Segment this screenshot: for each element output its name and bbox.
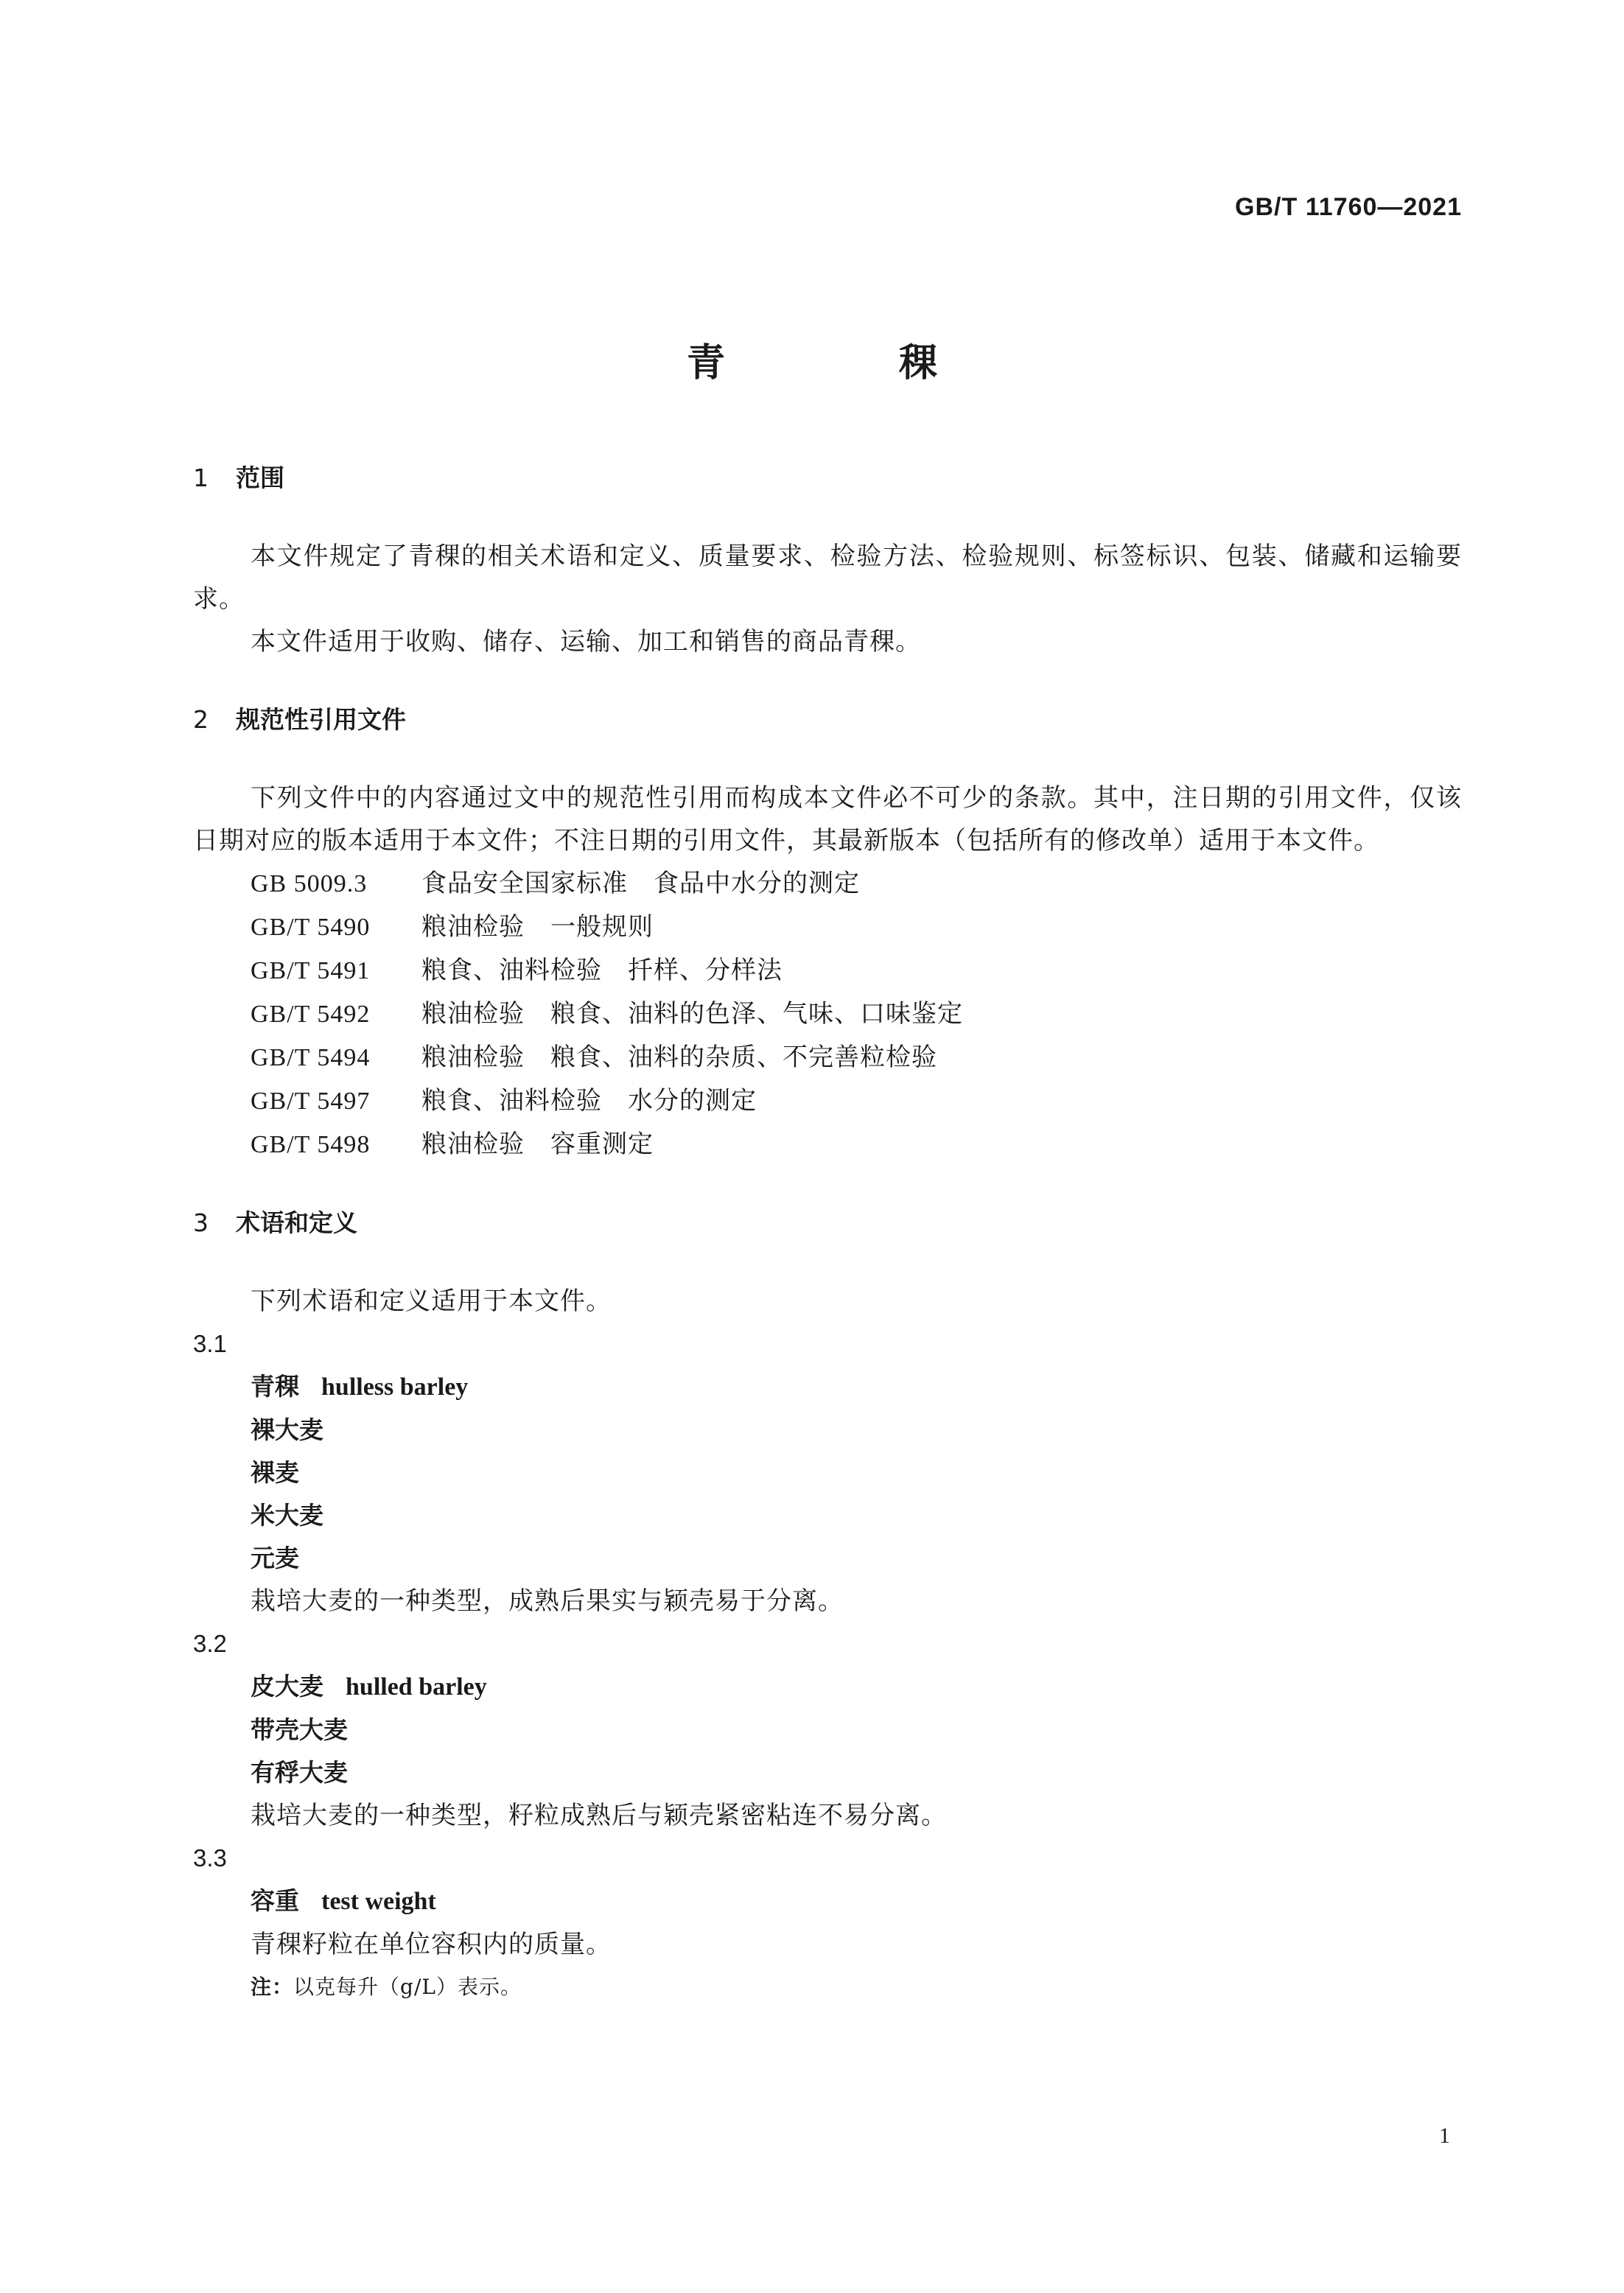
section-number: 3: [193, 1208, 209, 1237]
term-en: hulless barley: [321, 1373, 469, 1401]
term-entry: [193, 1880, 1462, 1923]
term-synonym: 元麦: [251, 1544, 299, 1572]
document-title: 青稞: [686, 341, 1111, 385]
section-heading-terms-definitions: [193, 1202, 1462, 1244]
reference-item: [193, 1036, 1462, 1079]
term-definition: 栽培大麦的一种类型，成熟后果实与颖壳易于分离。: [251, 1586, 844, 1616]
paragraph: 本文件适用于收购、储存、运输、加工和销售的商品青稞。: [251, 627, 921, 657]
section-title: 范围: [236, 463, 284, 492]
reference-code: GB/T 5492: [251, 1001, 371, 1028]
reference-code: GB 5009.3: [251, 870, 368, 897]
term-entry: [193, 1365, 1462, 1409]
reference-title: 粮油检验 粮食、油料的色泽、气味、口味鉴定: [421, 999, 963, 1029]
reference-title: 粮油检验 容重测定: [421, 1130, 654, 1159]
reference-item: [193, 862, 1462, 906]
section-number: 2: [193, 705, 209, 734]
term-entry: [193, 1665, 1462, 1709]
paragraph: 本文件规定了青稞的相关术语和定义、质量要求、检验方法、检验规则、标签标识、包装、储藏和运输要求。: [193, 542, 1462, 614]
paragraph: 下列术语和定义适用于本文件。: [251, 1286, 612, 1316]
document-body: [193, 457, 1462, 2009]
section-title: 规范性引用文件: [236, 705, 406, 734]
reference-item: [193, 993, 1462, 1036]
reference-title: 粮油检验 粮食、油料的杂质、不完善粒检验: [421, 1043, 937, 1072]
reference-title: 粮油检验 一般规则: [421, 912, 654, 942]
reference-title: 粮食、油料检验 扦样、分样法: [421, 956, 783, 985]
section-heading-scope: [193, 457, 1462, 500]
term-synonym: 米大麦: [251, 1501, 323, 1530]
term-number: 3.1: [193, 1330, 227, 1357]
reference-item: [193, 949, 1462, 993]
term-synonym: 裸大麦: [251, 1415, 323, 1444]
reference-title: 粮食、油料检验 水分的测定: [421, 1086, 757, 1116]
term-note: [193, 1966, 1462, 2009]
section-title: 术语和定义: [236, 1208, 357, 1237]
term-zh: 皮大麦: [251, 1672, 323, 1701]
section-heading-normative-references: [193, 699, 1462, 741]
term-definition: 栽培大麦的一种类型，籽粒成熟后与颖壳紧密粘连不易分离。: [251, 1801, 947, 1830]
term-en: test weight: [321, 1888, 436, 1915]
reference-item: [193, 1123, 1462, 1166]
paragraph: 下列文件中的内容通过文中的规范性引用而构成本文件必不可少的条款。其中，注日期的引用文件，仅该日期对应的版本适用于本文件；不注日期的引用文件，其最新版本（包括所有的修改单）适用于本文件。: [193, 783, 1462, 855]
term-definition: 青稞籽粒在单位容积内的质量。: [251, 1930, 612, 1959]
term-number: 3.2: [193, 1630, 227, 1657]
reference-title: 食品安全国家标准 食品中水分的测定: [421, 869, 860, 898]
term-number: 3.3: [193, 1844, 227, 1872]
reference-code: GB/T 5490: [251, 914, 371, 941]
term-synonym: 裸麦: [251, 1458, 299, 1487]
term-en: hulled barley: [346, 1673, 487, 1701]
section-number: 1: [193, 463, 209, 492]
reference-code: GB/T 5491: [251, 957, 371, 984]
reference-code: GB/T 5497: [251, 1088, 371, 1115]
term-zh: 青稞: [251, 1372, 299, 1401]
reference-code: GB/T 5494: [251, 1044, 371, 1071]
standard-code: GB/T 11760—2021: [1235, 193, 1462, 221]
reference-item: [193, 1079, 1462, 1123]
reference-code: GB/T 5498: [251, 1131, 371, 1158]
term-zh: 容重: [251, 1886, 299, 1915]
page-number: 1: [1439, 2124, 1450, 2148]
term-synonym: 带壳大麦: [251, 1715, 348, 1744]
reference-item: [193, 906, 1462, 949]
term-synonym: 有稃大麦: [251, 1758, 348, 1787]
note-text: 以克每升（g/L）表示。: [293, 1975, 522, 1999]
note-label: 注：: [251, 1975, 294, 1999]
